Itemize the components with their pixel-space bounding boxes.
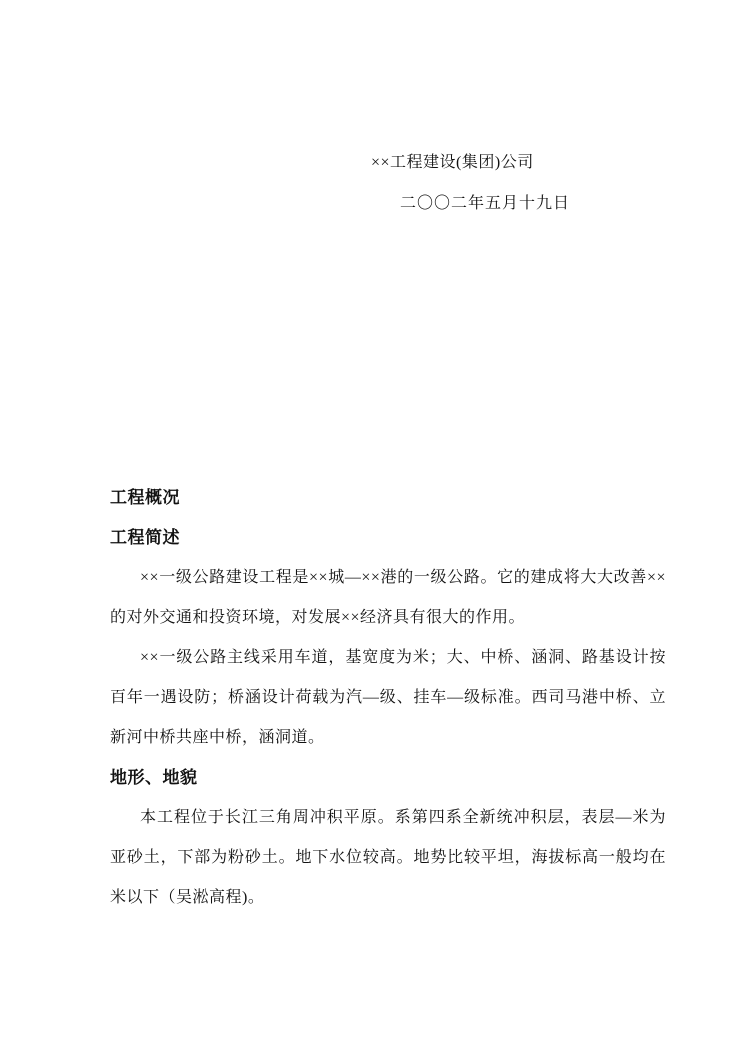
document-header <box>0 152 744 215</box>
paragraph-project-brief-2: ××一级公路主线采用车道，基宽度为米；大、中桥、涵洞、路基设计按百年一遇设防；桥涵设计荷载为汽—级、挂车—级标准。西司马港中桥、立新河中桥共座中桥，涵洞道。 <box>110 649 666 746</box>
company-name: ××工程建设(集团)公司 <box>371 154 534 171</box>
document-body <box>110 478 666 918</box>
heading-terrain-landform: 地形、地貌 <box>110 768 198 787</box>
heading-project-brief: 工程简述 <box>110 528 180 547</box>
heading-project-overview: 工程概况 <box>110 488 180 507</box>
document-date: 二〇〇二年五月十九日 <box>400 195 571 212</box>
paragraph-project-brief-1: ××一级公路建设工程是××城—××港的一级公路。它的建成将大大改善××的对外交通和投资环境，对发展××经济具有很大的作用。 <box>110 569 666 626</box>
paragraph-terrain-1: 本工程位于长江三角周冲积平原。系第四系全新统冲积层，表层—米为亚砂土，下部为粉砂土。地下水位较高。地势比较平坦，海拔标高一般均在米以下（吴淞高程)。 <box>110 809 666 906</box>
